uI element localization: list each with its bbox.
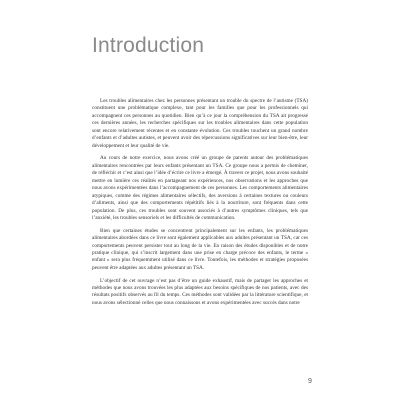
chapter-title: Introduction xyxy=(92,34,205,57)
body-text xyxy=(92,98,308,313)
paragraph-2: Au cours de notre exercice, nous avons créé un groupe de parents autour des problématiques alimentaires rencontrées par leurs enfants présentant un TSA. Ce groupe nous a permis de cheminer, de réfléchir et c’est ainsi que l’idée d’écrire ce livre a émergé. À travers ce projet, nous avons souhaité mettre en lumière ces réalités en partageant nos expériences, nos observations et les approches que nous avons expérimentées dans l’accompagnement de ces personnes. Les comportements alimentaires atypiques, comme des régimes alimentaires sélectifs, des aversions à certaines textures ou couleurs d’aliments, ainsi que des comportements répétitifs liés à la nourriture, sont fréquents dans cette population. De plus, ces troubles sont souvent associés à d’autres symptômes cliniques, tels que l’anxiété, les troubles sensoriels et les difficultés de communication. xyxy=(92,155,308,221)
page-number: 9 xyxy=(308,378,312,385)
paragraph-1: Les troubles alimentaires chez les personnes présentant un trouble du spectre de l’autisme (TSA) constituent une problématique complexe, tant pour les familles que pour les professionnels qui accompagnent ces personnes au quotidien. Bien qu’à ce jour la compréhension du TSA ait progressé ces dernières années, les recherches spécifiques sur les troubles alimentaires dans cette population sont encore relativement récentes et en constante évolution. Ces troubles touchent un grand nombre d’enfants et d’adultes autistes, et peuvent avoir des répercussions significatives sur leur bien-être, leur développement et leur qualité de vie. xyxy=(92,98,308,149)
paragraph-4: L’objectif de cet ouvrage n’est pas d’être un guide exhaustif, mais de partager les approches et méthodes que nous avons trouvées les plus adaptées aux besoins spécifiques de nos patients, avec des résultats positifs observés au fil du temps. Ces méthodes sont validées par la littérature scientifique, et nous avons sélectionné celles que nous connaissons et avons expérimentées avec succès dans notre xyxy=(92,277,308,306)
paragraph-3: Bien que certaines études se concentrent principalement sur les enfants, les problématiques alimentaires abordées dans ce livre sont également applicables aux adultes présentant un TSA, car ces comportements peuvent persister tout au long de la vie. En raison des études disponibles et de notre pratique clinique, qui s’inscrit largement dans une prise en charge précoce des enfants, le terme « enfant » sera plus fréquemment utilisé dans ce livre. Toutefois, les méthodes et stratégies proposées peuvent être adaptées aux adultes présentant un TSA. xyxy=(92,227,308,271)
